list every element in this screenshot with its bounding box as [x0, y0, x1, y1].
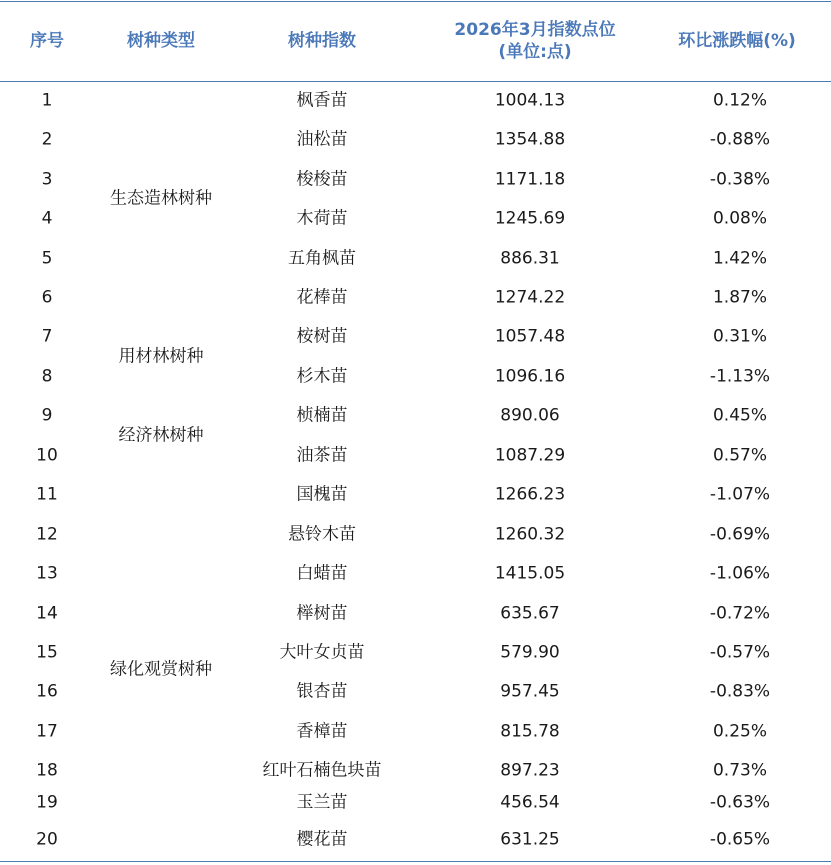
row-index: 16: [36, 681, 58, 702]
row-change-percent: 0.73%: [712, 760, 768, 781]
row-species-name: 银杏苗: [296, 681, 348, 702]
row-species-name: 大叶女贞苗: [279, 642, 365, 663]
row-index-value: 635.67: [500, 603, 560, 624]
row-change-percent: 0.31%: [712, 326, 768, 347]
row-index: 9: [41, 405, 53, 426]
row-index-value: 1415.05: [494, 563, 566, 584]
row-change-percent: 0.12%: [712, 90, 768, 111]
row-index-value: 897.23: [500, 760, 560, 781]
row-index-value: 957.45: [500, 681, 560, 702]
row-index-value: 1171.18: [494, 169, 566, 190]
table-bottom-rule: [0, 861, 831, 862]
header-value-line2: (单位:点): [498, 42, 572, 62]
header-value-line1: 2026年3月指数点位: [454, 20, 616, 40]
row-change-percent: -0.83%: [709, 681, 771, 702]
group-label: 生态造林树种: [110, 188, 212, 209]
row-change-percent: -1.06%: [709, 563, 771, 584]
row-change-percent: 0.08%: [712, 208, 768, 229]
row-index-value: 579.90: [500, 642, 560, 663]
row-change-percent: 0.45%: [712, 405, 768, 426]
row-index-value: 886.31: [500, 248, 560, 269]
row-index: 13: [36, 563, 58, 584]
row-index-value: 1266.23: [494, 484, 566, 505]
row-index-value: 1096.16: [494, 366, 566, 387]
row-index: 2: [41, 129, 53, 150]
row-species-name: 桢楠苗: [296, 405, 348, 426]
row-change-percent: -0.63%: [709, 792, 771, 813]
row-change-percent: 0.57%: [712, 445, 768, 466]
row-index: 12: [36, 524, 58, 545]
row-index: 3: [41, 169, 53, 190]
group-label: 经济林树种: [118, 425, 204, 446]
row-species-name: 梭梭苗: [296, 169, 348, 190]
row-index: 6: [41, 287, 53, 308]
row-index: 17: [36, 721, 58, 742]
row-index-value: 456.54: [500, 792, 560, 813]
row-change-percent: -0.57%: [709, 642, 771, 663]
row-index-value: 1274.22: [494, 287, 566, 308]
row-change-percent: -0.88%: [709, 129, 771, 150]
row-index-value: 1087.29: [494, 445, 566, 466]
header-bottom-rule: [0, 81, 831, 82]
row-change-percent: -1.13%: [709, 366, 771, 387]
row-species-name: 榉树苗: [296, 603, 348, 624]
header-change: 环比涨跌幅(%): [678, 31, 796, 51]
row-change-percent: -0.72%: [709, 603, 771, 624]
row-change-percent: -0.38%: [709, 169, 771, 190]
header-value: [454, 19, 615, 63]
row-species-name: 红叶石楠色块苗: [262, 760, 382, 781]
row-index: 8: [41, 366, 53, 387]
row-change-percent: 1.87%: [712, 287, 768, 308]
row-species-name: 杉木苗: [296, 366, 348, 387]
row-change-percent: 1.42%: [712, 248, 768, 269]
row-species-name: 白蜡苗: [296, 563, 348, 584]
row-index: 1: [41, 90, 53, 111]
row-index: 4: [41, 208, 53, 229]
row-index-value: 1260.32: [494, 524, 566, 545]
row-species-name: 木荷苗: [296, 208, 348, 229]
header-type: 树种类型: [127, 31, 195, 51]
row-species-name: 樱花苗: [296, 829, 348, 850]
row-index-value: 1354.88: [494, 129, 566, 150]
row-index: 5: [41, 248, 53, 269]
row-change-percent: -0.69%: [709, 524, 771, 545]
row-change-percent: -1.07%: [709, 484, 771, 505]
row-species-name: 油茶苗: [296, 445, 348, 466]
row-species-name: 五角枫苗: [288, 248, 356, 269]
row-index-value: 631.25: [500, 829, 560, 850]
row-species-name: 香樟苗: [296, 721, 348, 742]
row-species-name: 油松苗: [296, 129, 348, 150]
row-index-value: 890.06: [500, 405, 560, 426]
row-index: 11: [36, 484, 58, 505]
row-change-percent: 0.25%: [712, 721, 768, 742]
row-change-percent: -0.65%: [709, 829, 771, 850]
row-index: 19: [36, 792, 58, 813]
header-name: 树种指数: [288, 31, 356, 51]
row-index-value: 1004.13: [494, 90, 566, 111]
row-index-value: 815.78: [500, 721, 560, 742]
group-label: 用材林树种: [118, 346, 204, 367]
row-index-value: 1245.69: [494, 208, 566, 229]
header-index: 序号: [30, 31, 64, 51]
row-species-name: 花棒苗: [296, 287, 348, 308]
row-species-name: 悬铃木苗: [288, 524, 356, 545]
group-label: 绿化观赏树种: [110, 659, 212, 680]
row-species-name: 玉兰苗: [296, 792, 348, 813]
row-index: 15: [36, 642, 58, 663]
table-top-rule: [0, 1, 831, 2]
row-index-value: 1057.48: [494, 326, 566, 347]
row-species-name: 国槐苗: [296, 484, 348, 505]
row-species-name: 枫香苗: [296, 90, 348, 111]
row-index: 14: [36, 603, 58, 624]
row-index: 20: [36, 829, 58, 850]
row-index: 7: [41, 326, 53, 347]
row-index: 10: [36, 445, 58, 466]
row-index: 18: [36, 760, 58, 781]
row-species-name: 桉树苗: [296, 326, 348, 347]
